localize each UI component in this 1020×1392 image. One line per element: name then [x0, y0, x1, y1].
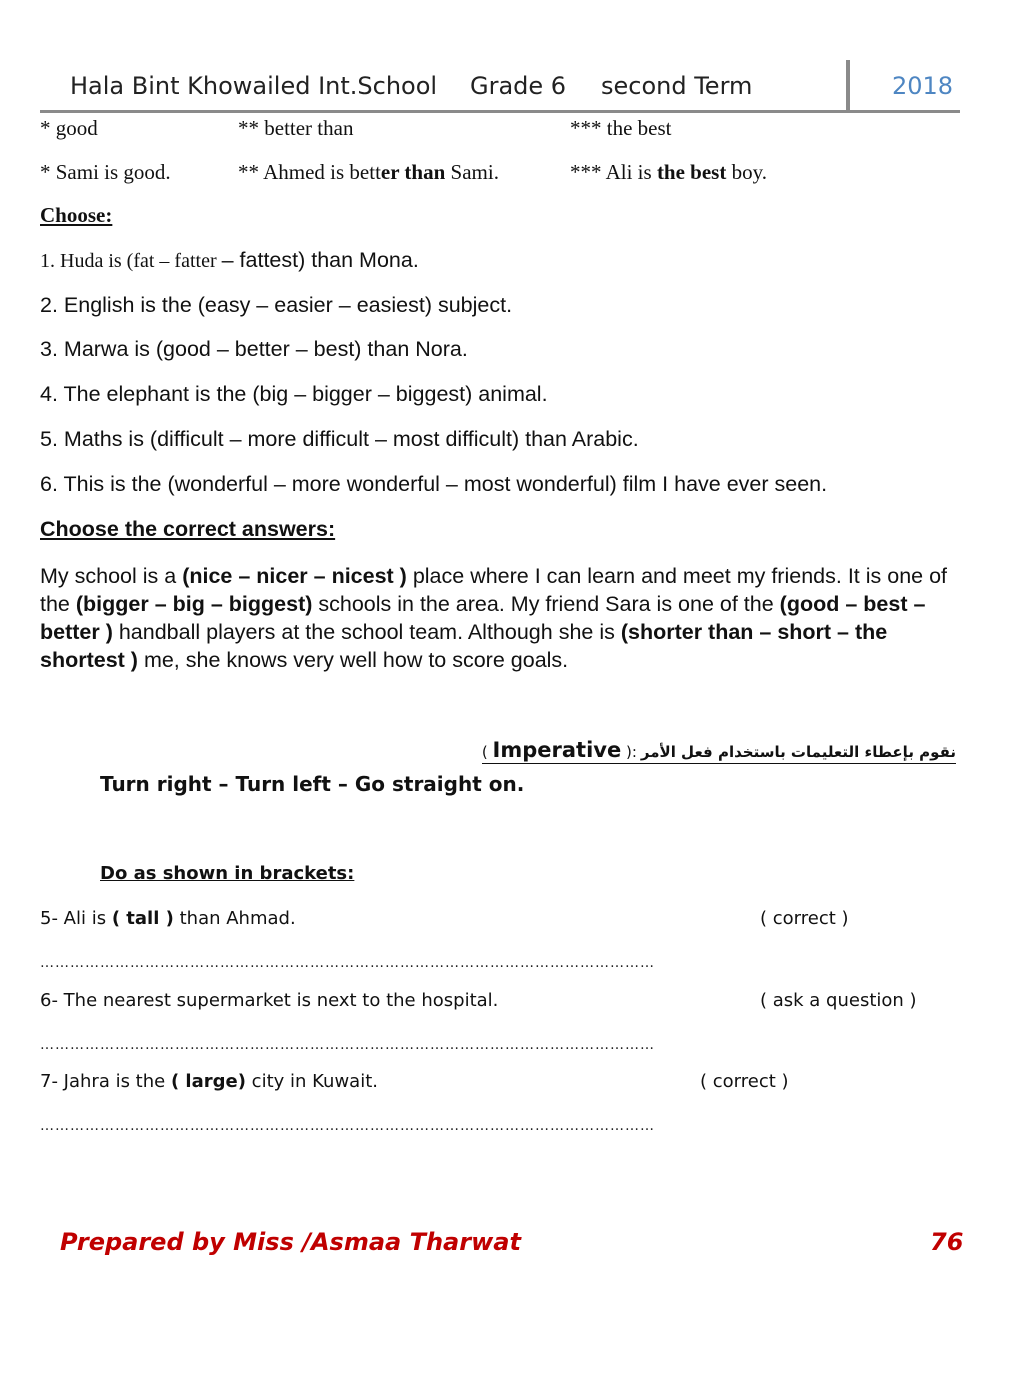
- choose-item-3: 3. Marwa is (good – better – best) than Nora.: [40, 337, 468, 361]
- correct-answers-heading: Choose the correct answers:: [40, 517, 336, 541]
- header-divider: [40, 110, 960, 113]
- example-superlative: *** Ali is the best boy.: [570, 160, 767, 184]
- school-name: Hala Bint Khowailed Int.School: [70, 72, 438, 100]
- question-5: 5- Ali is ( tall ) than Ahmad.: [40, 908, 296, 929]
- question-7: 7- Jahra is the ( large) city in Kuwait.: [40, 1071, 378, 1092]
- page-number: 76: [930, 1228, 964, 1256]
- brackets-heading: Do as shown in brackets:: [100, 863, 355, 884]
- answer-line-6[interactable]: ……………………………………………………………………………………………………………: [40, 1037, 655, 1053]
- answer-line-7[interactable]: ……………………………………………………………………………………………………………: [40, 1118, 655, 1134]
- choose-item-1: 1. Huda is (fat – fatter – fattest) than Mona.: [40, 248, 419, 272]
- example-comparative: ** Ahmed is better than Sami.: [238, 160, 499, 184]
- choose-item-2: 2. English is the (easy – easier – easiest) subject.: [40, 293, 513, 317]
- imperative-note: نقوم بإعطاء التعليمات باستخدام فعل الأمر ( Imperative ):: [481, 738, 956, 762]
- term-label: second Term: [601, 72, 753, 100]
- example-positive: * Sami is good.: [40, 160, 171, 184]
- grade-label: Grade 6: [470, 72, 567, 100]
- question-6: 6- The nearest supermarket is next to the hospital.: [40, 990, 499, 1011]
- correct-answers-paragraph: My school is a (nice – nicer – nicest ) place where I can learn and meet my friends. It is one of the (bigger – big – biggest) schools in the area. My friend Sara is one of the (good – best – better ) handball players at the school team. Although she is (shorter than – short – the shortest ) me, she knows very well how to score goals.: [40, 564, 948, 672]
- choose-item-5: 5. Maths is (difficult – more difficult – most difficult) than Arabic.: [40, 427, 639, 451]
- degree-positive: * good: [40, 116, 98, 140]
- imperative-examples: Turn right – Turn left – Go straight on.: [100, 772, 525, 796]
- prepared-by: Prepared by Miss /Asmaa Tharwat: [60, 1228, 521, 1256]
- choose-item-4: 4. The elephant is the (big – bigger – biggest) animal.: [40, 382, 548, 406]
- choose-heading: Choose:: [40, 203, 113, 227]
- question-5-instruction: ( correct ): [760, 908, 849, 929]
- question-6-instruction: ( ask a question ): [760, 990, 917, 1011]
- choose-item-6: 6. This is the (wonderful – more wonderful – most wonderful) film I have ever seen.: [40, 472, 828, 496]
- degree-superlative: *** the best: [570, 116, 672, 140]
- year-label: 2018: [892, 72, 954, 100]
- answer-line-5[interactable]: ……………………………………………………………………………………………………………: [40, 955, 655, 971]
- header-vertical-divider: [846, 60, 850, 112]
- degree-comparative: ** better than: [238, 116, 354, 140]
- question-7-instruction: ( correct ): [700, 1071, 789, 1092]
